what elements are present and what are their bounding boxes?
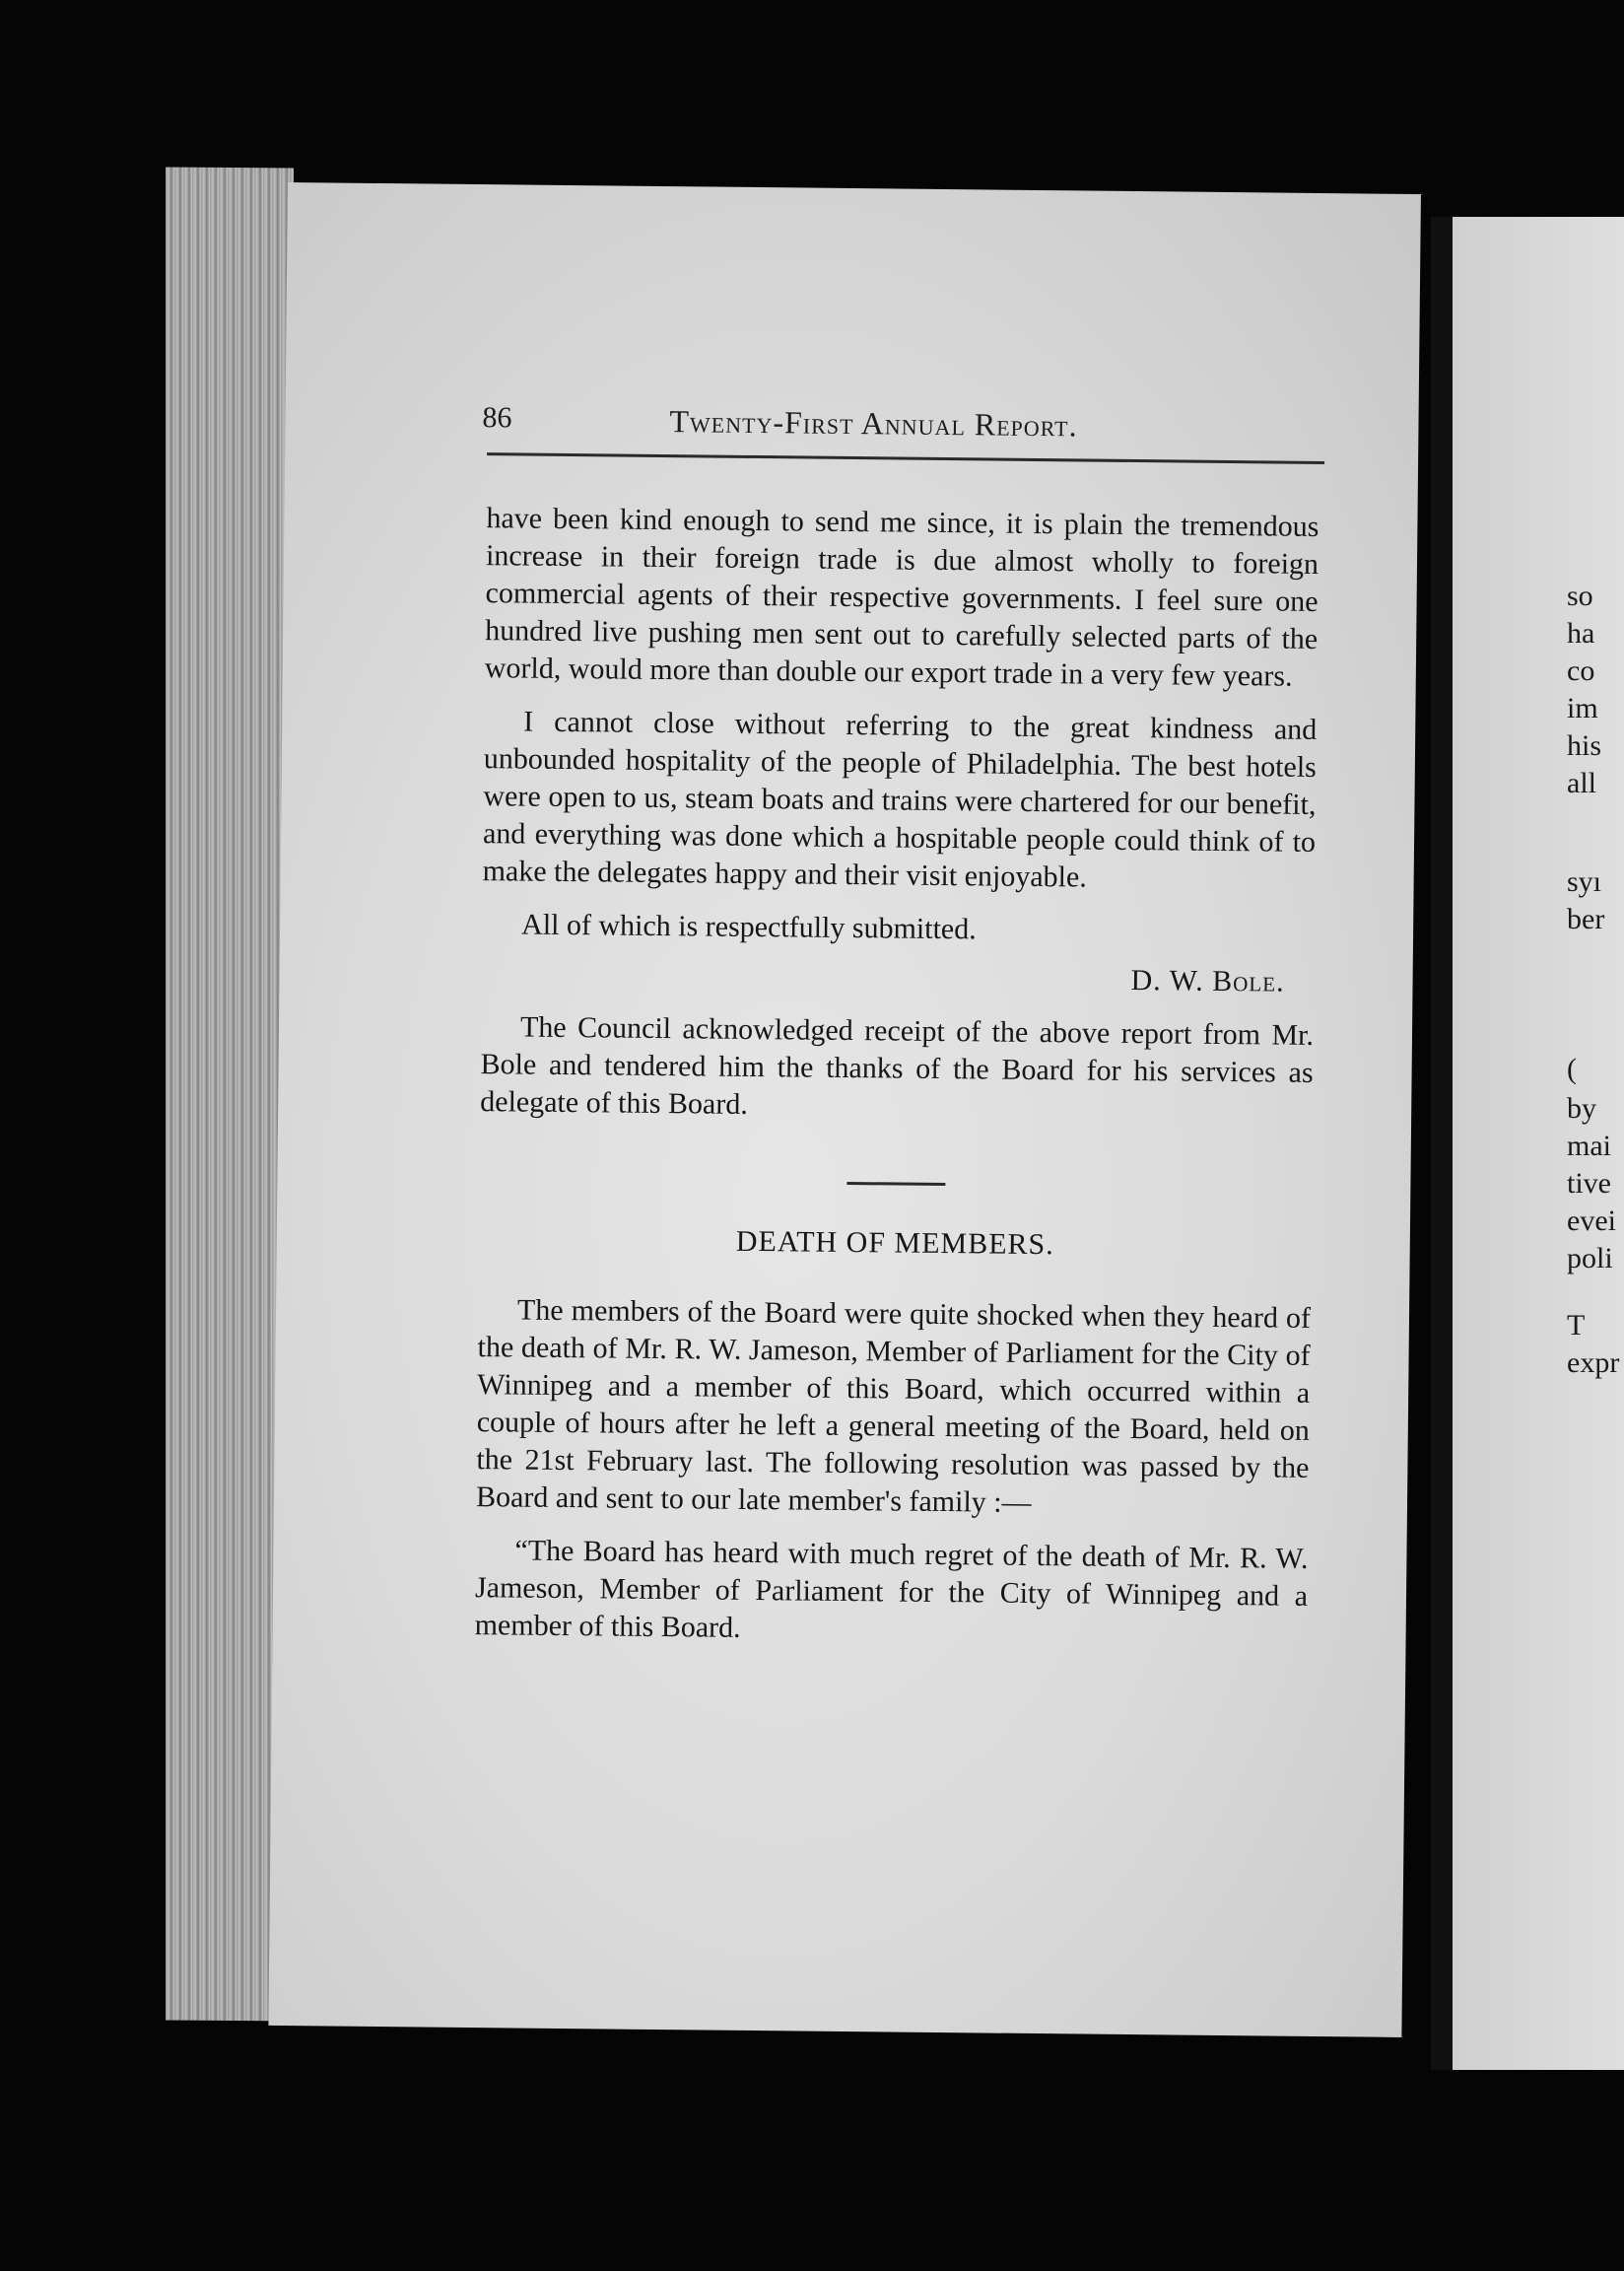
paragraph-council-acknowledgement: The Council acknowledged receipt of the above report from Mr. Bole and tendered him the thanks of the Board for his services as delegate of this Board.	[480, 1010, 1315, 1121]
facing-page-fragment: all	[1567, 767, 1596, 799]
paragraph-philadelphia-hospitality: I cannot close without referring to the great kindness and unbounded hospitality of the people of Philadelphia. The best hotels were open to us, steam boats and trains were chartered for our benefit, and everything was done which a hospitable people could think of to make the delegates happy and their visit enjoyable.	[482, 705, 1318, 894]
facing-page-fragment: mai	[1567, 1130, 1611, 1162]
facing-page-fragment: im	[1567, 692, 1598, 724]
facing-page-fragment: expr	[1567, 1346, 1620, 1379]
facing-page-fragment: ber	[1567, 903, 1605, 935]
signature: D. W. Bole.	[1130, 964, 1285, 998]
facing-page-fragment: poli	[1567, 1242, 1613, 1274]
facing-page-fragment: tive	[1567, 1167, 1611, 1200]
paragraph-death-notice: The members of the Board were quite shocked when they heard of the death of Mr. R. W. Jameson, Member of Parliament for the City of Winnipeg and a member of this Board, which occurred within a couple of hours after he left a general meeting of the Board, held on the 21st February last. The following resolution was passed by the Board and sent to our late member's family :—	[475, 1293, 1312, 1519]
section-heading: DEATH OF MEMBERS.	[735, 1224, 1054, 1262]
scanned-page	[268, 182, 1421, 2037]
page-header	[482, 401, 1320, 444]
facing-page-fragment: syı	[1567, 865, 1602, 898]
paragraph-submitted: All of which is respectfully submitted.	[520, 908, 977, 946]
facing-page-fragment: by	[1567, 1092, 1596, 1125]
paragraph-resolution: “The Board has heard with much regret of the death of Mr. R. W. Jameson, Member of Parliament for the City of Winnipeg and a member of this Board.	[474, 1534, 1309, 1644]
header-rule	[487, 452, 1324, 464]
facing-page-fragment: evei	[1567, 1204, 1616, 1237]
facing-page-fragment: (	[1567, 1053, 1577, 1085]
facing-page-fragment: ha	[1567, 617, 1595, 650]
page-number: 86	[482, 401, 512, 435]
page-body	[474, 500, 1319, 1653]
facing-page-fragment: co	[1567, 654, 1595, 687]
running-title: Twenty-First Annual Report.	[669, 403, 1078, 444]
paragraph-export-trade: have been kind enough to send me since, it is plain the tremendous increase in their foreign trade is due almost wholly to foreign commercial agents of their respective governments. I feel sure one hundred live pushing men sent out to carefully selected parts of the world, would more than double our export trade in a very few years.	[484, 502, 1320, 693]
facing-page-fragment: so	[1567, 580, 1593, 612]
facing-page-fragment: his	[1567, 729, 1602, 762]
section-divider	[846, 1182, 945, 1186]
facing-page-fragment: T	[1567, 1309, 1586, 1342]
